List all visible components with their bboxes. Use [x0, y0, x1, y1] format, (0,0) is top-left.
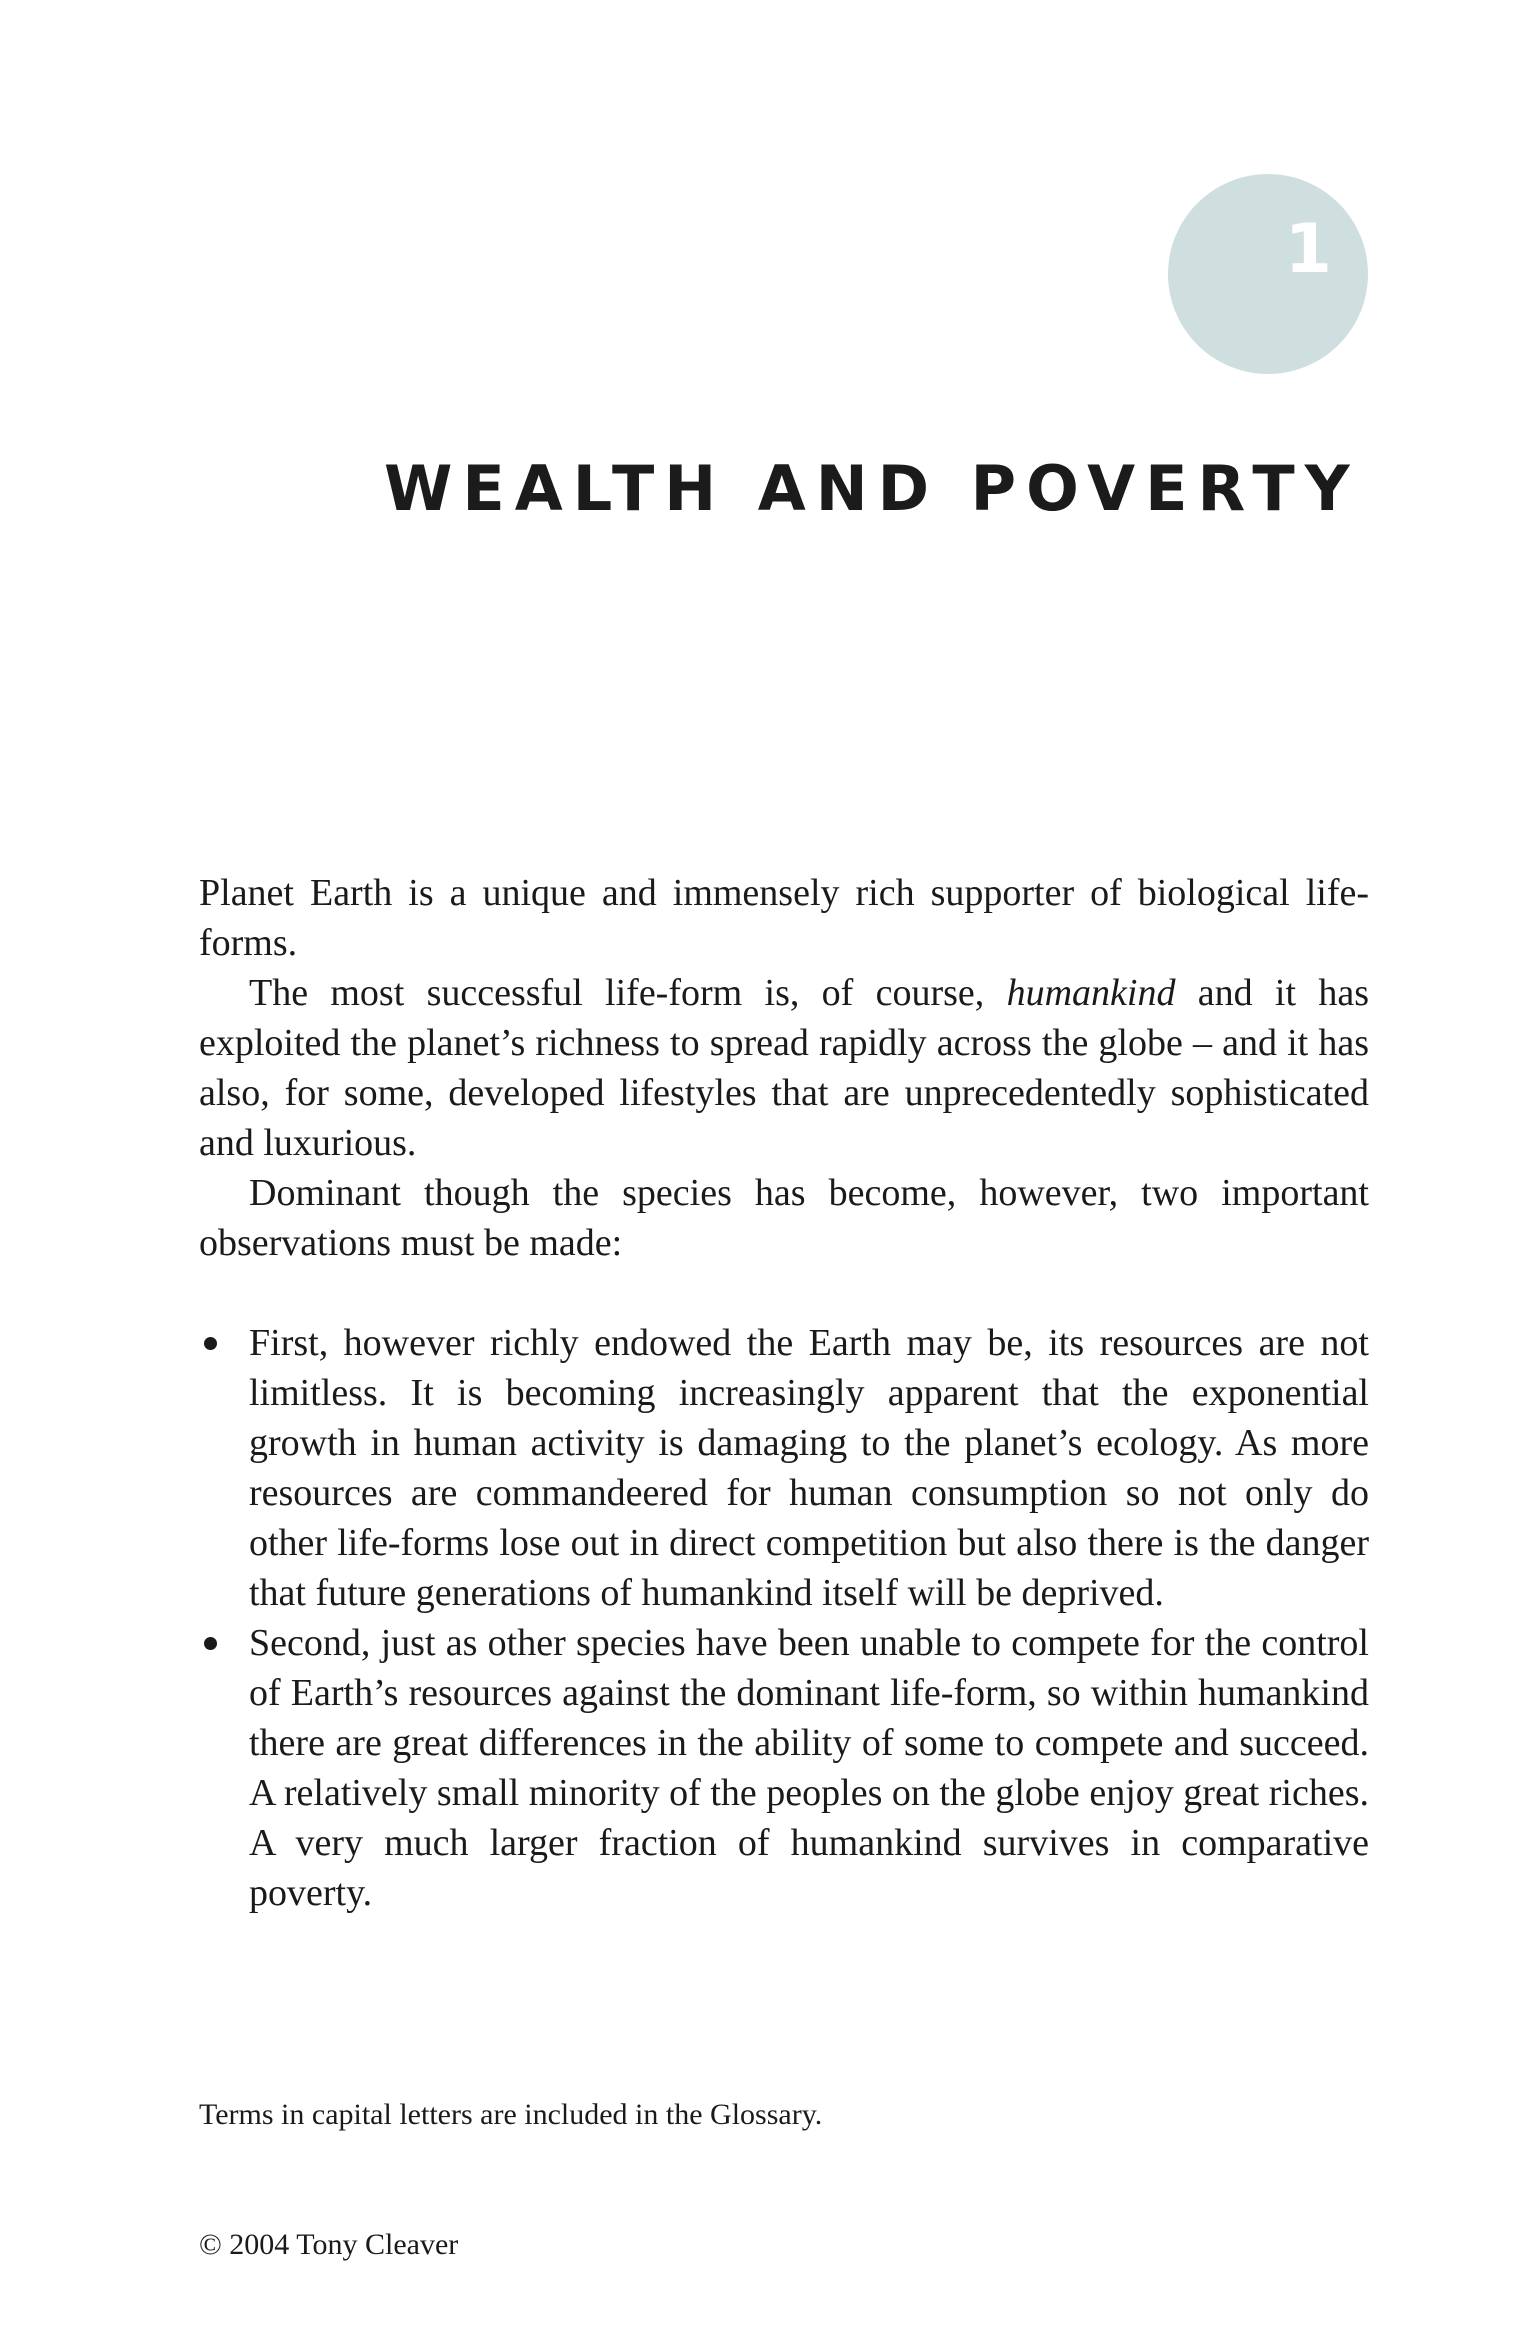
paragraph-humankind — [199, 968, 1369, 1168]
list-item-text: Second, just as other species have been unable to compete for the control of Earth’s resources against the dominant life-form, so within humankind there are great differences in the ability of some to compete and succeed. A relatively small minority of the peoples on the globe enjoy great riches. A very much larger fraction of humankind survives in comparative poverty. — [249, 1622, 1369, 1914]
bullet-icon — [204, 1337, 217, 1350]
emphasis-humankind: humankind — [1006, 972, 1176, 1014]
chapter-number: 1 — [1284, 210, 1332, 289]
list-item-text: First, however richly endowed the Earth may be, its resources are not limitless. It is becoming increasingly apparent that the exponential growth in human activity is damaging to the planet’s ecology. As more resources are commandeered for human consumption so not only do other life-forms lose out in direct competition but also there is the danger that future generations of humankind itself will be deprived. — [249, 1322, 1369, 1614]
paragraph-humankind-start: The most successful life-form is, of course, — [249, 972, 1007, 1014]
list-item — [199, 1318, 1369, 1618]
bullet-icon — [204, 1637, 217, 1650]
paragraph-observations: Dominant though the species has become, however, two important observations must be made: — [199, 1172, 1369, 1264]
chapter-body — [199, 868, 1369, 1918]
chapter-title: WEALTH AND POVERTY — [384, 452, 1360, 525]
paragraph-humankind-end: and it has exploited the planet’s richness to spread rapidly across the globe – and it has also, for some, developed lifestyles that are unprecedentedly sophisticated and luxurious. — [199, 972, 1369, 1164]
copyright-notice: © 2004 Tony Cleaver — [199, 2228, 459, 2261]
observations-list — [199, 1318, 1369, 1918]
chapter-number-badge — [1168, 174, 1368, 374]
glossary-footnote: Terms in capital letters are included in the Glossary. — [199, 2098, 823, 2131]
list-item — [199, 1618, 1369, 1918]
paragraph-intro: Planet Earth is a unique and immensely rich supporter of biological life-forms. — [199, 872, 1369, 964]
